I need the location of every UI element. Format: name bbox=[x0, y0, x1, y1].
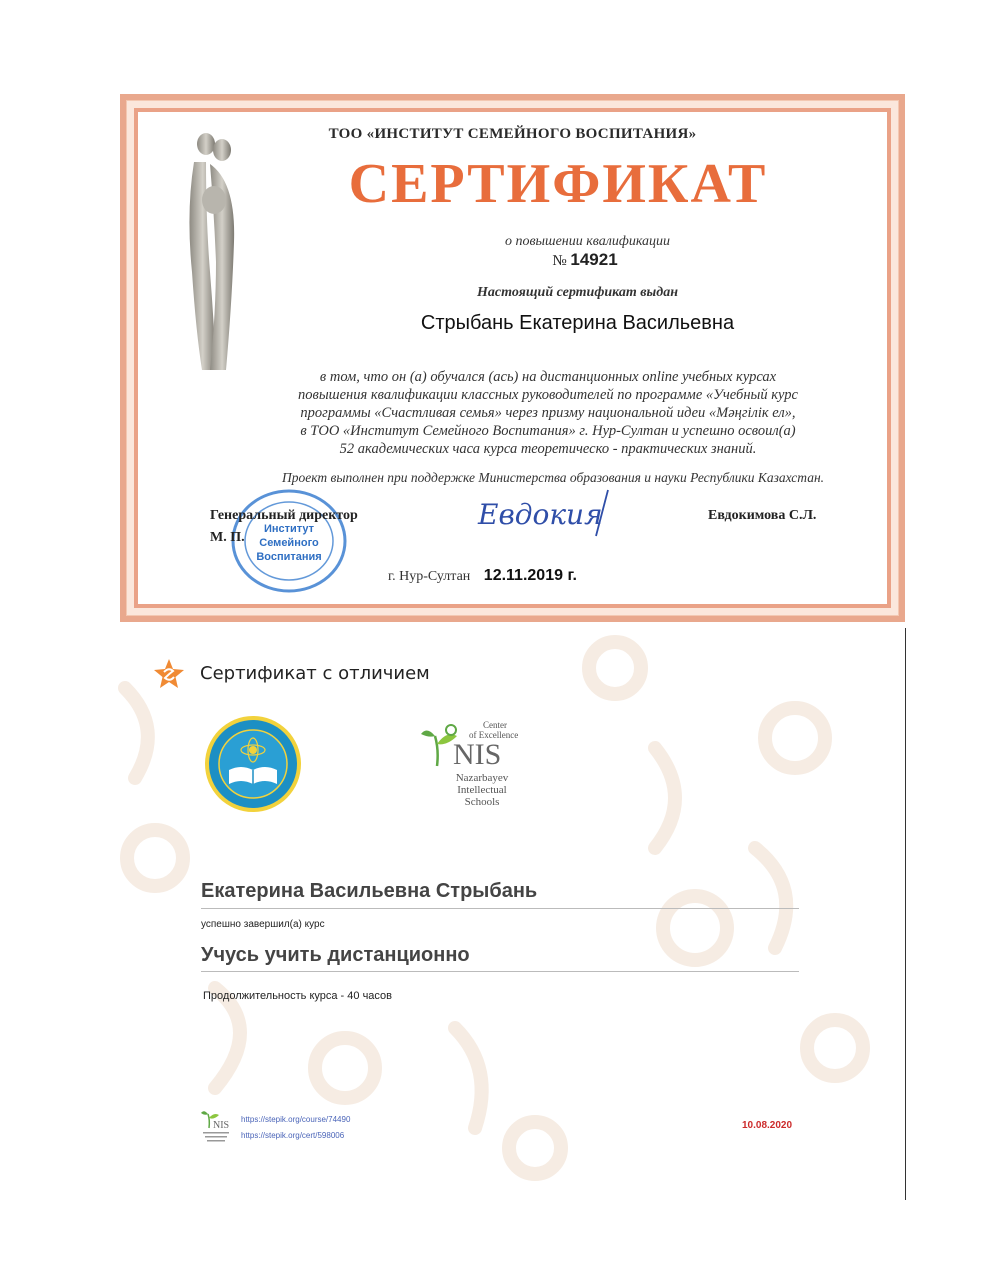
course-duration: Продолжительность курса - 40 часов bbox=[203, 990, 392, 1002]
number-prefix: № bbox=[552, 253, 567, 269]
svg-text:Евдокия: Евдокия bbox=[478, 498, 603, 531]
certificate-number-row bbox=[138, 250, 887, 270]
nis-small-logo bbox=[199, 1108, 233, 1144]
certificate-subtitle: о повышении квалификации bbox=[504, 234, 671, 249]
certificate-family-institute bbox=[120, 94, 905, 622]
nis-excellence-text: of Excellence bbox=[469, 730, 519, 740]
certificate-body bbox=[138, 112, 887, 604]
certificate-title: СЕРТИФИКАТ bbox=[348, 153, 768, 215]
director-label: Генеральный директор bbox=[210, 508, 358, 523]
certificate-stepik-nis bbox=[95, 628, 906, 1200]
nis-line-text: Intellectual bbox=[457, 784, 507, 796]
course-link[interactable]: https://stepik.org/course/74490 bbox=[241, 1115, 351, 1124]
institute-stamp bbox=[230, 488, 348, 594]
recipient-name: Екатерина Васильевна Стрыбань bbox=[201, 880, 538, 902]
stamp-line: Семейного bbox=[259, 537, 319, 549]
stamp-line: Воспитания bbox=[256, 551, 322, 563]
divider bbox=[201, 971, 799, 972]
issue-date: 12.11.2019 г. bbox=[483, 567, 577, 584]
course-title: Учусь учить дистанционно bbox=[201, 944, 470, 966]
nis-line-text: Nazarbayev bbox=[455, 772, 509, 784]
place-date-row bbox=[388, 567, 577, 585]
nis-center-text: Center bbox=[483, 720, 507, 730]
stamp-line: Институт bbox=[263, 523, 315, 535]
nis-brand-text: NIS bbox=[453, 738, 502, 771]
issued-to-label: Настоящий сертификат выдан bbox=[477, 285, 678, 300]
director-signature bbox=[468, 484, 638, 544]
place: г. Нур-Султан bbox=[388, 569, 471, 584]
certificate-body-text bbox=[228, 368, 868, 458]
body-line: повышения квалификации классных руководителей по программе «Учебный курс bbox=[298, 387, 798, 403]
issue-date: 10.08.2020 bbox=[742, 1120, 793, 1131]
organization-name: ТОО «ИНСТИТУТ СЕМЕЙНОГО ВОСПИТАНИЯ» bbox=[328, 126, 697, 142]
cert-link[interactable]: https://stepik.org/cert/598006 bbox=[241, 1131, 345, 1140]
svg-text:NIS: NIS bbox=[213, 1120, 230, 1131]
seal-label: М. П. bbox=[210, 530, 245, 545]
nis-logo bbox=[417, 720, 537, 820]
body-line: в том, что он (а) обучался (ась) на дистанционных online учебных курсах bbox=[319, 369, 777, 385]
body-line: в ТОО «Институт Семейного Воспитания» г. Нур-Султан и успешно освоил(а) bbox=[300, 423, 796, 439]
body-line: 52 академических часа курса теоретическо - практических знаний. bbox=[339, 441, 757, 457]
project-note: Проект выполнен при поддержке Министерства образования и науки Республики Казахстан. bbox=[281, 470, 825, 485]
signer-name: Евдокимова С.Л. bbox=[708, 508, 817, 523]
divider bbox=[201, 908, 799, 909]
nis-line-text: Schools bbox=[464, 796, 500, 808]
ministry-education-emblem bbox=[203, 714, 303, 814]
body-line: программы «Счастливая семья» через призму национальной идеи «Мәңгілік ел», bbox=[300, 405, 796, 421]
completed-label: успешно завершил(а) курс bbox=[201, 919, 325, 930]
certificate-number: 14921 bbox=[570, 250, 618, 269]
recipient-name: Стрыбань Екатерина Васильевна bbox=[420, 312, 735, 334]
star-badge-icon bbox=[152, 658, 186, 692]
honors-certificate-title: Сертификат с отличием bbox=[200, 663, 430, 684]
